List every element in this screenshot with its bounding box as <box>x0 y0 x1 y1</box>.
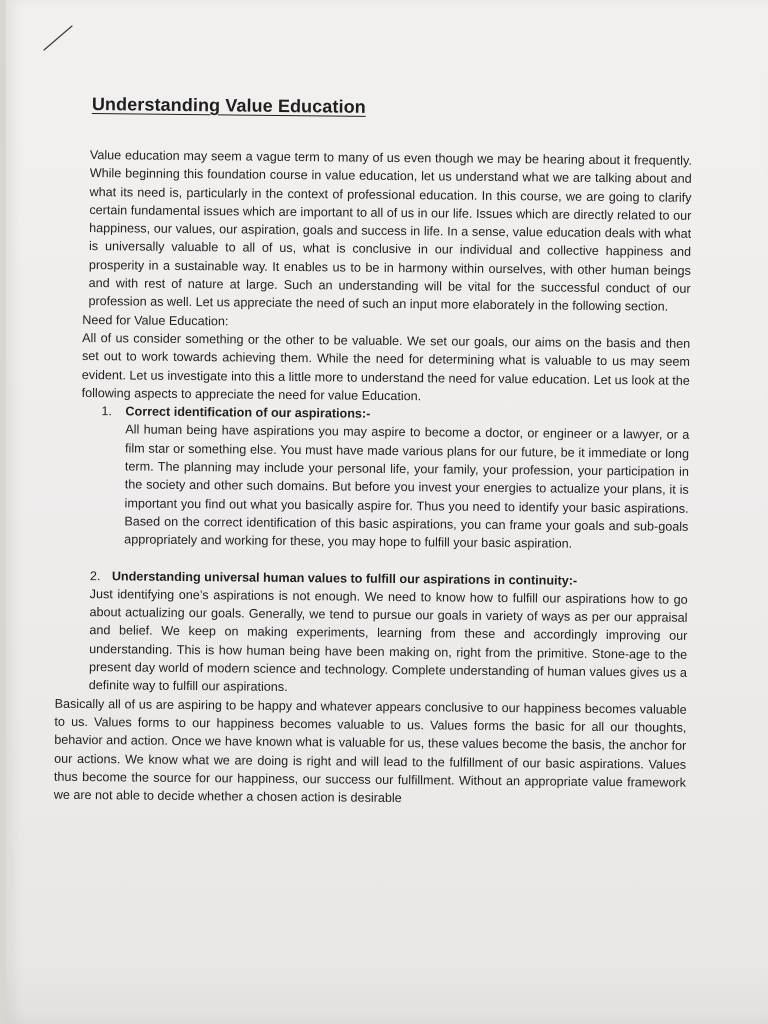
list-item <box>80 402 689 554</box>
list-item <box>79 567 688 701</box>
need-heading: Need for Value Education: <box>82 312 229 329</box>
list-item-text: Just identifying one’s aspirations is not enough. We need to know how to fulfill our aspirations how to go about actualizing our goals. Generally, we tend to pursue our goals in variety of ways as per our appraisal and belief. We keep on making experiments, learning from these and accordingly improving our understanding. This is how human being have been making on, right from the primitive. Stone-age to the present day world of modern science and technology. Complete understanding of human values gives us a definite way to fulfill our aspirations. <box>88 586 688 695</box>
document-page <box>6 0 768 1024</box>
list-item-number: 2. <box>89 568 101 583</box>
list-item-number: 1. <box>101 404 113 419</box>
list-item-title: Understanding universal human values to fulfill our aspirations in continuity:- <box>111 568 578 588</box>
document-title: Understanding Value Education <box>91 94 366 117</box>
intro-paragraph: Value education may seem a vague term to many of us even though we may be hearing about it frequently. While beginning this foundation course in value education, let us understand what we are talking about and what its need is, particularly in the context of professional education. In this course, we are going to clarify certain fundamental issues which are important to all of us in our life. Issues which are directly related to our happiness, our values, our aspiration, goals and success in life. In a sense, value education deals with what is universally valuable to all of us, what is conclusive in our individual and collective happiness and prosperity in a sustainable way. It enables us to be in harmony within ourselves, with other human beings and with rest of nature at large. Such an understanding will be vital for the successful conduct of our profession as well. Let us appreciate the need of such an input more elaborately in the following section. <box>88 148 692 314</box>
list-item-title: Correct identification of our aspirations:- <box>125 404 371 421</box>
page-shading <box>6 964 768 1024</box>
need-paragraph: All of us consider something or the other to be valuable. We set our goals, our aims on the basis and then set out to work towards achieving them. While the need for determining what is valuable to us may seem evident. Let us investigate into this a little more to understand the need for value education. Let us look at the following aspects to appreciate the need for value Education. <box>81 330 691 404</box>
closing-paragraph: Basically all of us are aspiring to be happy and whatever appears conclusive to our happiness becomes valuable to us. Values forms to our happiness becomes valuable to us. Values forms the basic for all our thoughts, behavior and action. Once we have known what is valuable for us, these values become the basis, the anchor for our actions. We know what we are doing is right and will lead to the fulfillment of our basic aspirations. Values thus become the source for our happiness, our success our fulfillment. Without an appropriate value framework we are not able to decide whether a chosen action is desirable <box>53 696 687 806</box>
pen-tick-mark-icon <box>42 24 76 54</box>
document-body <box>53 146 692 810</box>
list-item-text: All human being have aspirations you may aspire to become a doctor, or engineer or a lawyer, or a film star or something else. You must have made various plans for our future, be it immediate or long term. The planning may include your personal life, your family, your profession, your participation in the society and other such domains. But before you invest your energies to actualize your plans, it is important you find out what you basically aspire for. Thus you need to identify your basic aspirations. Based on the correct identification of this basic aspirations, you can frame your goals and sub-goals appropriately and working for these, you may hope to fulfill your basic aspiration. <box>124 422 690 551</box>
